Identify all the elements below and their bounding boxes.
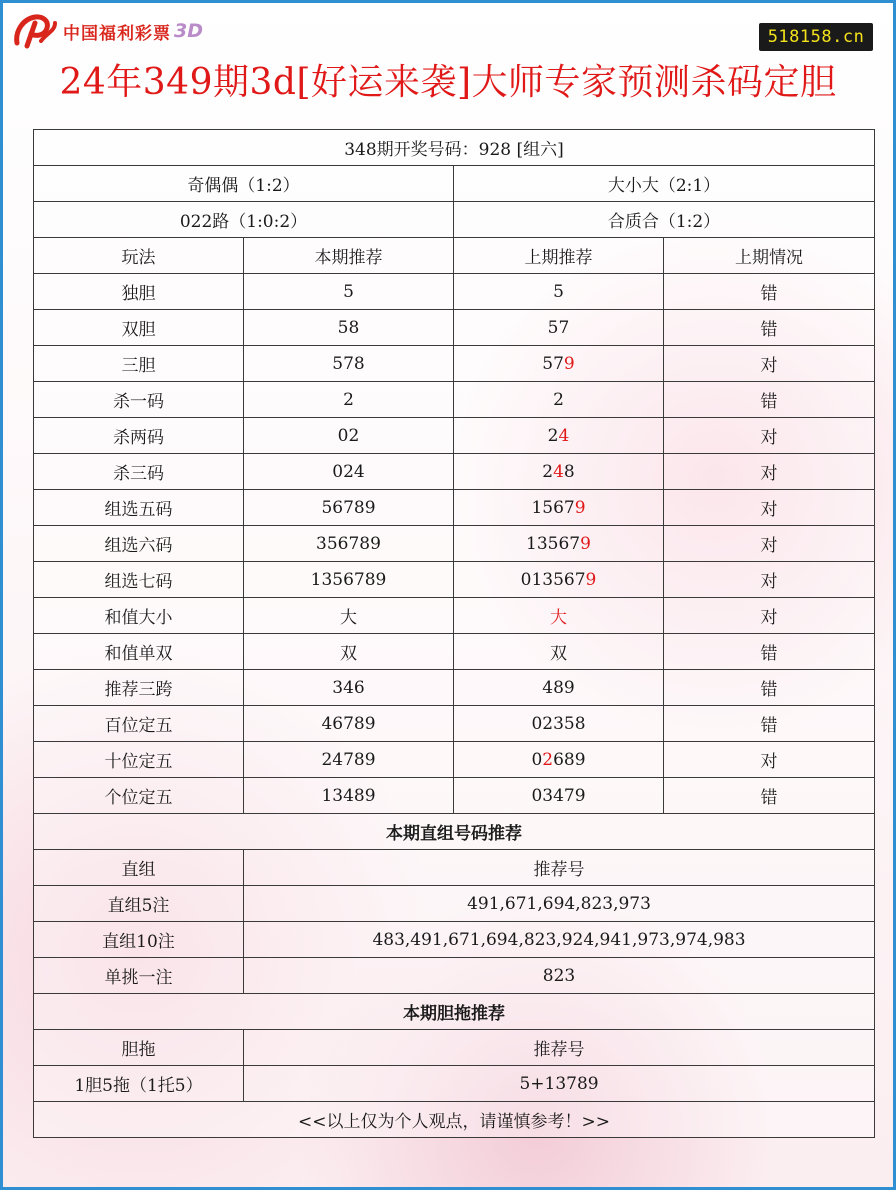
column-header: 推荐号 [244, 850, 875, 886]
current-recommendation: 346 [244, 670, 454, 706]
prev-digits: 5 [553, 281, 564, 302]
prev-digits: 8 [563, 461, 575, 482]
play-type: 杀一码 [34, 382, 244, 418]
table-row [34, 346, 875, 382]
play-type: 独胆 [34, 274, 244, 310]
table-row [34, 526, 875, 562]
dantuo-value: 5+13789 [244, 1066, 875, 1102]
previous-recommendation [454, 274, 664, 310]
direct-label: 单挑一注 [34, 958, 244, 994]
play-type: 个位定五 [34, 778, 244, 814]
previous-result: 对 [664, 562, 875, 598]
prev-digits: 689 [553, 749, 586, 770]
previous-recommendation [454, 562, 664, 598]
previous-result: 错 [664, 670, 875, 706]
hit-digit: 9 [574, 497, 586, 518]
previous-recommendation [454, 310, 664, 346]
previous-recommendation [454, 778, 664, 814]
odd-even-pattern: 奇偶偶（1:2） [34, 166, 454, 202]
play-type: 十位定五 [34, 742, 244, 778]
current-recommendation: 大 [244, 598, 454, 634]
draw-result-row [34, 130, 875, 166]
site-url-badge[interactable]: 518158.cn [759, 23, 873, 51]
direct-label: 直组5注 [34, 886, 244, 922]
current-recommendation: 1356789 [244, 562, 454, 598]
previous-recommendation [454, 382, 664, 418]
prev-digits: 57 [542, 353, 564, 374]
prev-digits: 双 [550, 644, 567, 664]
prev-digits: 489 [542, 677, 575, 698]
previous-result: 错 [664, 310, 875, 346]
previous-result: 对 [664, 526, 875, 562]
table-row [34, 886, 875, 922]
hit-digit: 9 [580, 533, 591, 554]
current-recommendation: 双 [244, 634, 454, 670]
play-type: 双胆 [34, 310, 244, 346]
previous-result: 错 [664, 778, 875, 814]
column-header: 玩法 [34, 238, 244, 274]
direct-header-row [34, 850, 875, 886]
logo-text: 中国福利彩票 [63, 23, 171, 44]
current-recommendation: 24789 [244, 742, 454, 778]
previous-result: 错 [664, 706, 875, 742]
column-header: 推荐号 [244, 1030, 875, 1066]
prev-digits: 57 [547, 317, 570, 338]
prev-digits: 03479 [531, 785, 586, 806]
table-row [34, 1066, 875, 1102]
table-row [34, 778, 875, 814]
table-row [34, 958, 875, 994]
hit-digit: 大 [550, 608, 567, 628]
dantuo-label: 1胆5拖（1托5） [34, 1066, 244, 1102]
table-row [34, 454, 875, 490]
previous-result: 对 [664, 454, 875, 490]
table-row [34, 418, 875, 454]
play-type: 组选五码 [34, 490, 244, 526]
table-row [34, 922, 875, 958]
previous-result: 对 [664, 742, 875, 778]
current-recommendation: 024 [244, 454, 454, 490]
dantuo-title-row [34, 994, 875, 1030]
hit-digit: 9 [563, 353, 575, 374]
table-row [34, 598, 875, 634]
logo-3d-mark: 3D [174, 20, 203, 42]
table-row [34, 310, 875, 346]
previous-result: 对 [664, 346, 875, 382]
dantuo-title: 本期胆拖推荐 [34, 994, 875, 1030]
welfare-lottery-logo-icon [13, 13, 57, 49]
previous-result: 对 [664, 418, 875, 454]
big-small-pattern: 大小大（2:1） [454, 166, 875, 202]
dantuo-header-row [34, 1030, 875, 1066]
previous-recommendation [454, 706, 664, 742]
previous-recommendation [454, 454, 664, 490]
pattern-row-1 [34, 166, 875, 202]
current-recommendation: 46789 [244, 706, 454, 742]
play-type: 组选七码 [34, 562, 244, 598]
table-row [34, 274, 875, 310]
hit-digit: 4 [558, 425, 570, 446]
draw-result: 348期开奖号码：928 [组六] [34, 130, 875, 166]
play-type: 和值单双 [34, 634, 244, 670]
current-recommendation: 58 [244, 310, 454, 346]
current-recommendation: 02 [244, 418, 454, 454]
previous-recommendation [454, 634, 664, 670]
current-recommendation: 13489 [244, 778, 454, 814]
play-type: 组选六码 [34, 526, 244, 562]
play-type: 百位定五 [34, 706, 244, 742]
previous-result: 错 [664, 634, 875, 670]
disclaimer-note[interactable]: <<以上仅为个人观点，请谨慎参考！>> [34, 1102, 875, 1138]
table-row [34, 670, 875, 706]
direct-label: 直组10注 [34, 922, 244, 958]
footer-row [34, 1102, 875, 1138]
prev-digits: 2 [553, 389, 564, 410]
previous-recommendation [454, 670, 664, 706]
previous-result: 错 [664, 274, 875, 310]
previous-result: 错 [664, 382, 875, 418]
prime-composite-pattern: 合质合（1:2） [454, 202, 875, 238]
table-row [34, 634, 875, 670]
column-header: 胆拖 [34, 1030, 244, 1066]
play-type: 三胆 [34, 346, 244, 382]
prev-digits: 02358 [531, 713, 586, 734]
current-recommendation: 5 [244, 274, 454, 310]
prev-digits: 2 [542, 461, 554, 482]
previous-result: 对 [664, 490, 875, 526]
direct-value: 491,671,694,823,973 [244, 886, 875, 922]
lottery-logo [13, 11, 203, 51]
previous-recommendation [454, 490, 664, 526]
column-header: 本期推荐 [244, 238, 454, 274]
prev-digits: 2 [547, 425, 559, 446]
direct-title: 本期直组号码推荐 [34, 814, 875, 850]
table-row [34, 742, 875, 778]
column-header: 上期情况 [664, 238, 875, 274]
table-row [34, 706, 875, 742]
prediction-table [33, 129, 875, 1138]
prev-digits: 1567 [531, 497, 575, 518]
page-title: 24年349期3d[好运来袭]大师专家预测杀码定胆 [59, 62, 837, 103]
current-recommendation: 356789 [244, 526, 454, 562]
previous-recommendation [454, 418, 664, 454]
prev-digits: 13567 [526, 533, 581, 554]
previous-recommendation [454, 526, 664, 562]
direct-value: 483,491,671,694,823,924,941,973,974,983 [244, 922, 875, 958]
play-type: 推荐三跨 [34, 670, 244, 706]
column-header: 直组 [34, 850, 244, 886]
direct-title-row [34, 814, 875, 850]
direct-value: 823 [244, 958, 875, 994]
play-type: 杀三码 [34, 454, 244, 490]
current-recommendation: 56789 [244, 490, 454, 526]
table-row [34, 562, 875, 598]
previous-recommendation [454, 742, 664, 778]
prev-digits: 013567 [520, 569, 586, 590]
previous-recommendation [454, 346, 664, 382]
table-row [34, 382, 875, 418]
column-header: 上期推荐 [454, 238, 664, 274]
play-type: 和值大小 [34, 598, 244, 634]
route-pattern: 022路（1:0:2） [34, 202, 454, 238]
previous-result: 对 [664, 598, 875, 634]
previous-recommendation [454, 598, 664, 634]
hit-digit: 9 [585, 569, 597, 590]
table-row [34, 490, 875, 526]
hit-digit: 4 [553, 461, 564, 482]
current-recommendation: 578 [244, 346, 454, 382]
hit-digit: 2 [542, 749, 554, 770]
current-recommendation: 2 [244, 382, 454, 418]
column-header-row [34, 238, 875, 274]
prev-digits: 0 [531, 749, 543, 770]
play-type: 杀两码 [34, 418, 244, 454]
pattern-row-2 [34, 202, 875, 238]
